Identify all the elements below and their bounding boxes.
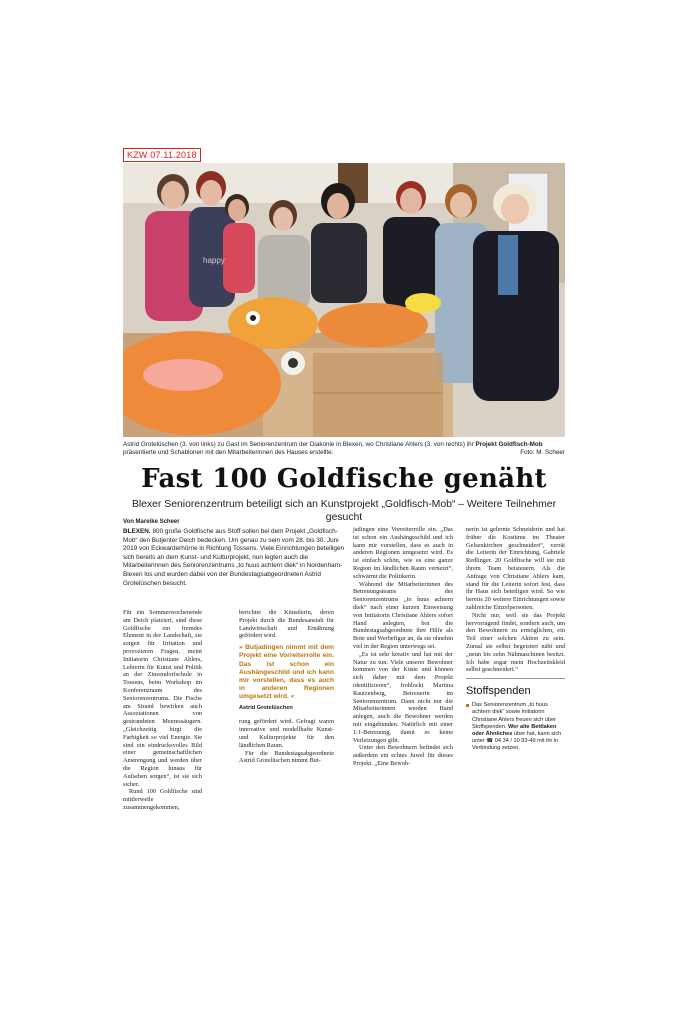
article-lead: [123, 528, 348, 588]
caption-text: Astrid Grotelüschen (3. von links) zu Gast im Seniorenzentrum der Diakonie in Blexen, wo Christiane Ahlers (3. von rechts) ihr: [123, 441, 476, 448]
paragraph: Nicht nur, weil sie das Projekt hervorragend findet, sondern auch, um den Bewohnern zu ermöglichen, ein Teil einer solchen Aktion zu sein. Zumal sie selbst begeistert näht und „neun bis zehn Nähmaschinen besitzt. Ich habe sogar mein Hochzeitskleid selbst geschneidert.“: [466, 611, 565, 674]
paragraph: Rund 100 Goldfische sind mittlerweile zusammengekommen,: [123, 788, 202, 811]
info-box-text-bold: Wer alte Bettlaken oder Ähnliches: [472, 723, 557, 737]
article-headline: Fast 100 Goldfische genäht: [141, 464, 547, 494]
article-column-1: [123, 609, 202, 812]
paragraph: „Es ist sehr kreativ und hat mit der Natur zu tun. Viele unserer Bewohner kommen von der Küste und können sich daher mit dem Projekt identifizieren“, frohlockt Martina Rautzenberg, Betreuerin im Seniorenzentrum. Dann nicht nur die Mitarbeiterinnen werden Hand anlegen, auch die Bewohner werden mit eingebunden. Natürlich mit einer 1:1-Betreuung, damit es keine Verletzungen gibt.: [353, 650, 453, 744]
info-box: [466, 678, 565, 752]
paragraph: nerin ist gelernte Schneiderin und hat früher die Kostüme im Theater Gelsenkirchen geschneidert“, verrät die Leiterin der Einrichtung, Gabriele Redlinger. 20 Goldfische will sie mit ihrem Team beisteuern. Als die Anfrage von Christiane Ahlers kam, stand für die Leiterin sofort fest, dass ihr Haus sich beteiligen wird. So wie bereits 20 weitere Einrichtungen sowie zahlreiche Einzelpersonen.: [466, 526, 565, 611]
paragraph: Für ein Sommerwochenende am Deich platziert, sind diese Goldfische ein fremdes Element in der Landschaft, sie sorgen für Irritation und provozieren Fragen, meint Initiatorin Christiane Ahlers, Lehrerin für Kunst und Politik an der Zinzendorfschule in Tossens, beim Workshop im Konferenzraum des Seniorenzentrums. Die Fische am Strand bewirken auch Assoziationen von gestrandeten Meeressäugern. „Gleichzeitig birgt die Farbigkeit so viel Energie. Sie sind ein eindrucksvolles Bild einer gemeinschaftlichen Anstrengung und werden über die Region hinaus für Aufsehen sorgen“, ist sie sich sicher.: [123, 609, 202, 788]
article-column-4: [466, 526, 565, 753]
article-photo: [123, 163, 565, 437]
lead-text: 800 große Goldfische aus Stoff sollen bei dem Projekt „Goldfisch-Mob“ den Butjenter Deich bedecken. Um genau zu sein vom 28. bis 30. Juni 2019 von Eckwarderhörne in Richtung Tossens. Viele Einrichtungen beteiligen sich bereits an dem Kunst- und Kulturprojekt, nun legten auch die Mitarbeiterinnen des Seniorenzentrums „to huus achtern diek“ in Nordenham-Blexen los und wurden dabei von der Bundestagsabgeordneten Astrid Grotelüschen besucht.: [123, 528, 345, 587]
paragraph: rung gefördert wird. Gefragt waren innovative und modellhafte Kunst- und Kulturprojekte für den ländlichen Raum.: [239, 718, 334, 749]
caption-text-end: präsentierte und Schablonen mit den Mitarbeiterinnen des Hauses erstellte.: [123, 449, 334, 456]
info-box-title: Stoffspenden: [466, 685, 531, 698]
group-photo-illustration: [123, 163, 565, 437]
pull-quote-author: Astrid Grotelüschen: [239, 704, 293, 711]
article-column-3: [353, 526, 453, 768]
photo-credit: Foto: M. Scheer: [520, 449, 565, 456]
paragraph: Unter den Bewohnern befindet sich außerdem ein echtes Juwel für dieses Projekt. „Eine Bewoh-: [353, 744, 453, 767]
article-subheadline: Blexer Seniorenzentrum beteiligt sich an Kunstprojekt „Goldfisch-Mob“ – Weitere Teilnehmer gesucht: [131, 499, 557, 523]
paragraph: jadingen eine Vorreiterrolle ein. „Das ist schon ein Aushängeschild und ich kann mir vorstellen, dass es auch in anderen Regionen umgesetzt wird. Es ist einfach schön, wie es eine ganze Region im ländlichen Raum vernetzt“, schwärmt die Politikerin.: [353, 526, 453, 580]
caption-project: Projekt Goldfisch-Mob: [475, 441, 543, 448]
paragraph: berichtet die Künstlerin, deren Projekt durch die Bundesanstalt für Landwirtschaft und Ernährung gefördert wird.: [239, 609, 334, 640]
photo-caption: [123, 441, 565, 457]
article-byline: Von Mareike Scheer: [123, 519, 180, 525]
info-box-text-end: über hat, kann sich unter ☎ 04 34 / 10 93-49 mit ihr in Verbindung setzen.: [472, 730, 562, 752]
info-box-text-start: Das Seniorenzentrum „to huus achtern diek“ sowie Initiatorin Christiane Ahlers freuen sich über Stoffspenden.: [472, 702, 556, 730]
shirt-text: happy: [203, 256, 225, 265]
paragraph: Während die Mitarbeiterinnen des Betreuungsteams des Seniorenzentrums „to huus achtern diek“ nach einer kurzen Einweisung von Initiatorin Christiane Ahlers sofort Hand anlegten, bot die Bundestagsabgeordnete ihre Hilfe als Bote und Werbefigur an, da sie ohnehin viel in der Region unterwegs sei.: [353, 580, 453, 650]
article-column-2: [239, 609, 334, 765]
info-box-text: [466, 702, 565, 752]
date-stamp: KZW 07.11.2018: [123, 148, 201, 162]
paragraph: Für die Bundestagsabgeordnete Astrid Grotelüschen nimmt But-: [239, 749, 334, 765]
pull-quote: » Butjadingen nimmt mit dem Projekt eine Vorreiterrolle ein. Das ist schon ein Aushängeschild und ich kann mir vorstellen, dass es auch in anderen Regionen umgesetzt wird. «: [239, 644, 334, 701]
dateline: BLEXEN.: [123, 528, 151, 535]
